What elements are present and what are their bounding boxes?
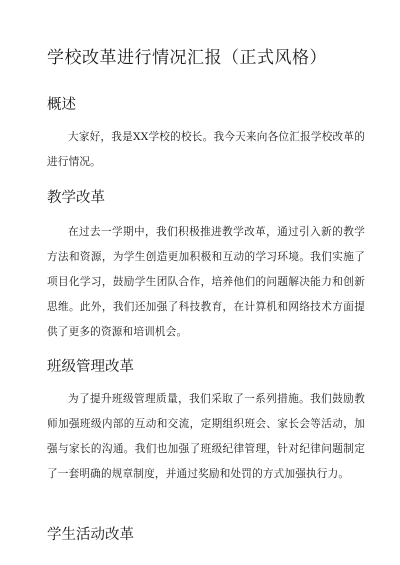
document-title: 学校改革进行情况汇报（正式风格） bbox=[47, 48, 327, 68]
section-heading-teaching-reform: 教学改革 bbox=[47, 190, 105, 206]
section-heading-class-management-reform: 班级管理改革 bbox=[47, 359, 134, 375]
section-heading-student-activities-reform: 学生活动改革 bbox=[47, 527, 134, 543]
section-heading-overview: 概述 bbox=[47, 97, 76, 113]
section-body-teaching-reform: 在过去一学期中，我们积极推进教学改革，通过引入新的教学方法和资源，为学生创造更加积极和互动的学习环境。我们实施了项目化学习，鼓励学生团队合作，培养他们的问题解决能力和创新思维。此外，我们还加强了科技教育，在计算机和网络技术方面提供了更多的资源和培训机会。 bbox=[47, 226, 365, 338]
section-body-overview: 大家好，我是XX学校的校长。我今天来向各位汇报学校改革的进行情况。 bbox=[47, 131, 365, 168]
section-body-class-management-reform: 为了提升班级管理质量，我们采取了一系列措施。我们鼓励教师加强班级内部的互动和交流，定期组织班会、家长会等活动，加强与家长的沟通。我们也加强了班级纪律管理，针对纪律问题制定了一套明确的规章制度，并通过奖励和处罚的方式加强执行力。 bbox=[47, 393, 365, 480]
